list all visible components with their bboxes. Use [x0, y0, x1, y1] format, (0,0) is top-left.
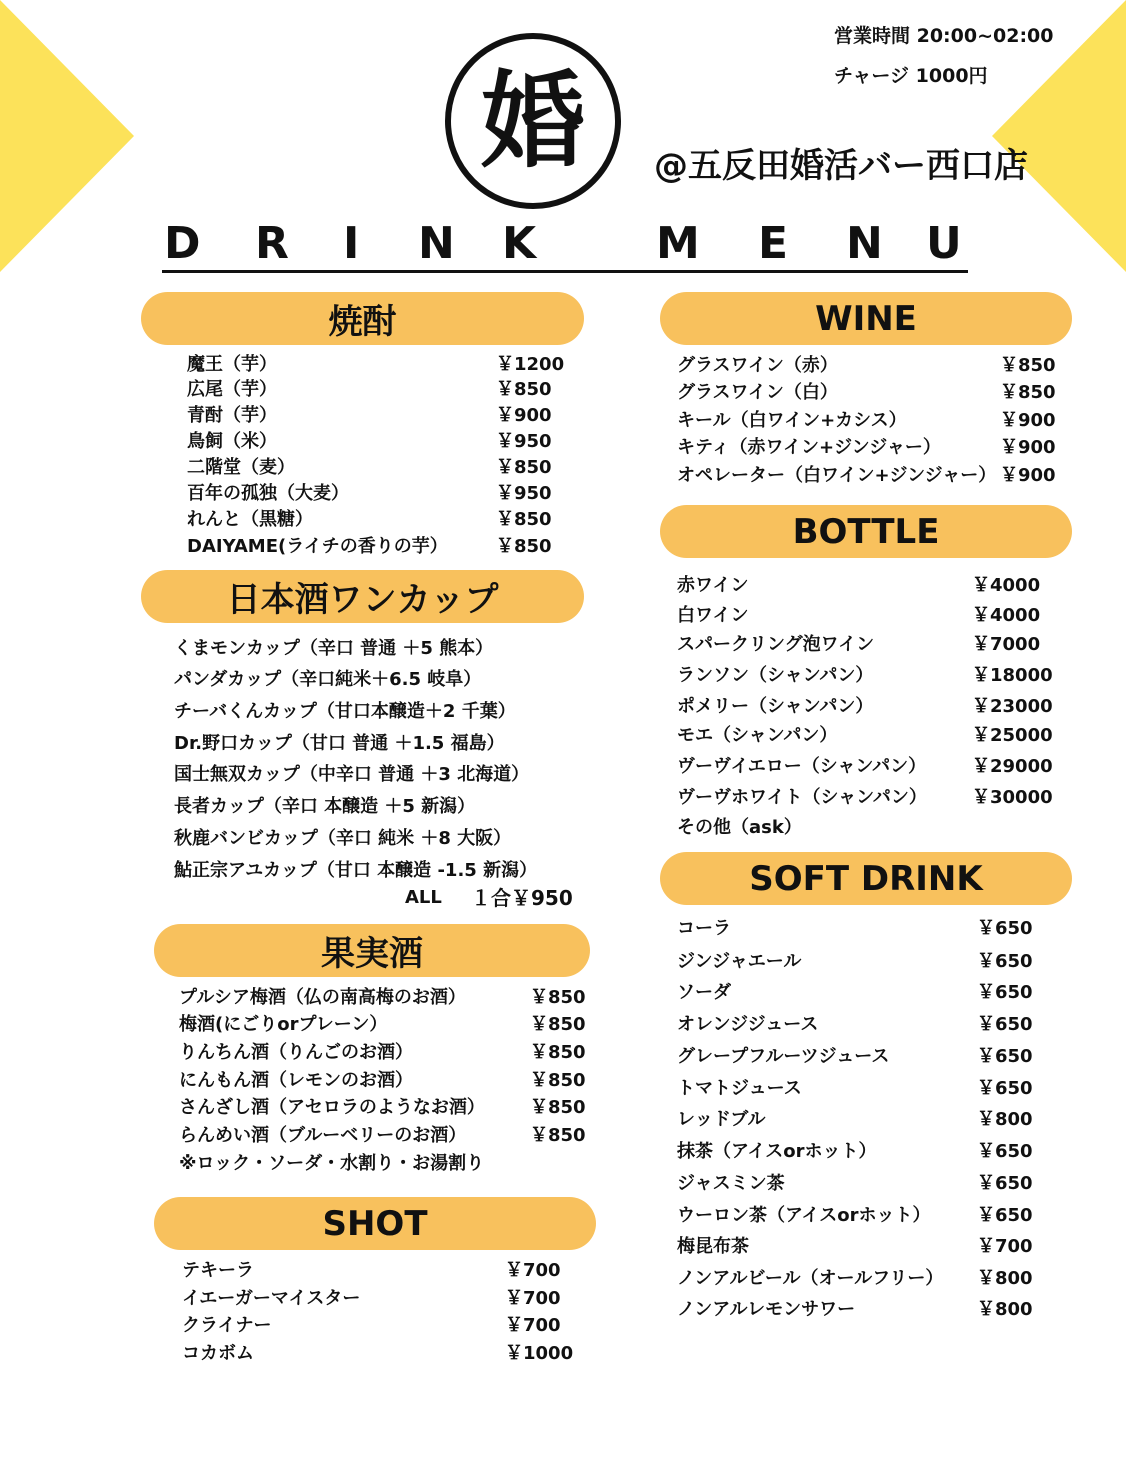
menu-item-price: ￥900	[496, 405, 552, 426]
menu-item-price: ￥650	[977, 1173, 1033, 1194]
menu-item-name: チーバくんカップ（甘口本醸造＋2 千葉）	[174, 701, 516, 722]
left-triangle-shape	[0, 0, 134, 272]
menu-item-name: らんめい酒（ブルーベリーのお酒）	[179, 1125, 467, 1146]
menu-item-name: クライナー	[182, 1315, 272, 1336]
menu-item-price: ￥1200	[496, 354, 565, 375]
menu-item-price: ￥650	[977, 918, 1033, 939]
menu-item-name: ジャスミン茶	[677, 1173, 785, 1194]
section-header-sake: 日本酒ワンカップ	[141, 570, 584, 623]
menu-item-price: ￥30000	[972, 787, 1053, 808]
menu-item-name: れんと（黒糖）	[187, 509, 313, 530]
menu-item-price: ￥650	[977, 1078, 1033, 1099]
logo-char: 婚	[480, 60, 585, 182]
menu-item-name: テキーラ	[182, 1260, 254, 1281]
menu-item-name: 梅昆布茶	[677, 1236, 749, 1257]
title-letter: M	[656, 218, 700, 269]
menu-item-price: ￥850	[1000, 355, 1056, 376]
menu-item-price: ￥650	[977, 1205, 1033, 1226]
menu-item-price: ￥4000	[972, 605, 1041, 626]
menu-item-name: ヴーヴイエロー（シャンパン）	[677, 756, 927, 777]
section-header-wine: WINE	[660, 292, 1072, 345]
menu-item-name: Dr.野口カップ（甘口 普通 ＋1.5 福島）	[174, 733, 505, 754]
menu-item-name: グラスワイン（赤）	[677, 355, 838, 376]
menu-item-name: くまモンカップ（辛口 普通 ＋5 熊本）	[174, 638, 494, 659]
section-header-soft-drink: SOFT DRINK	[660, 852, 1072, 905]
menu-item-price: ￥900	[1000, 437, 1056, 458]
menu-item-price: ￥650	[977, 951, 1033, 972]
menu-item-price: ￥800	[977, 1268, 1033, 1289]
menu-item-name: モエ（シャンパン）	[677, 725, 838, 746]
title-letter: R	[255, 218, 289, 269]
menu-item-name: さんざし酒（アセロラのようなお酒）	[179, 1097, 485, 1118]
menu-item-price: ￥900	[1000, 465, 1056, 486]
menu-item-price: ￥23000	[972, 696, 1053, 717]
menu-item-price: ￥850	[530, 987, 586, 1008]
menu-item-price: ￥850	[530, 1125, 586, 1146]
menu-item-price: ￥700	[977, 1236, 1033, 1257]
menu-item-name: 鳥飼（米）	[187, 431, 277, 452]
menu-item-name: オレンジジュース	[677, 1014, 819, 1035]
logo-circle	[445, 33, 621, 209]
menu-item-name: キール（白ワイン+カシス）	[677, 410, 907, 431]
menu-item-name: 長者カップ（辛口 本醸造 ＋5 新潟）	[174, 796, 476, 817]
menu-item-price: ￥850	[530, 1097, 586, 1118]
menu-item-price: ￥850	[530, 1042, 586, 1063]
title-letter: D	[164, 218, 201, 269]
menu-item-price: ￥850	[496, 379, 552, 400]
menu-item-price: ￥900	[1000, 410, 1056, 431]
business-hours: 営業時間 20:00~02:00	[834, 25, 1054, 47]
menu-item-name: その他（ask）	[677, 817, 802, 838]
menu-item-name: 青酎（芋）	[187, 405, 277, 426]
menu-item-price: ￥1000	[505, 1343, 574, 1364]
menu-item-price: ￥850	[530, 1014, 586, 1035]
menu-item-name: ジンジャエール	[677, 951, 802, 972]
section-header-shot: SHOT	[154, 1197, 596, 1250]
menu-item-name: 赤ワイン	[677, 575, 749, 596]
menu-item-price: ￥650	[977, 1046, 1033, 1067]
menu-item-name: 百年の孤独（大麦）	[187, 483, 349, 504]
menu-item-name: グラスワイン（白）	[677, 382, 838, 403]
menu-item-price: ￥850	[496, 509, 552, 530]
menu-item-name: コーラ	[677, 918, 731, 939]
title-letter: N	[418, 218, 455, 269]
menu-item-price: ￥850	[496, 536, 552, 557]
menu-item-price: ￥4000	[972, 575, 1041, 596]
title-letter: N	[846, 218, 883, 269]
title-letter: E	[758, 218, 789, 269]
menu-item-name: にんもん酒（レモンのお酒）	[179, 1070, 413, 1091]
menu-item-price: ￥650	[977, 1141, 1033, 1162]
menu-item-price: ￥7000	[972, 634, 1041, 655]
menu-item-name: ノンアルビール（オールフリー）	[677, 1268, 944, 1289]
menu-item-price: ￥700	[505, 1260, 561, 1281]
menu-item-name: ノンアルレモンサワー	[677, 1299, 856, 1320]
menu-item-price: ￥850	[496, 457, 552, 478]
section-header-fruit: 果実酒	[154, 924, 590, 977]
store-name: @五反田婚活バー西口店	[654, 146, 1028, 186]
menu-item-price: ￥700	[505, 1288, 561, 1309]
menu-item-name: 国士無双カップ（中辛口 普通 ＋3 北海道）	[174, 764, 530, 785]
menu-item-price: ￥18000	[972, 665, 1053, 686]
menu-item-name: パンダカップ（辛口純米＋6.5 岐阜）	[174, 669, 482, 690]
menu-item-name: ソーダ	[677, 982, 731, 1003]
menu-item-name: イエーガーマイスター	[182, 1288, 361, 1309]
menu-item-name: コカボム	[182, 1343, 254, 1364]
menu-item-price: ￥29000	[972, 756, 1053, 777]
menu-item-price: ￥950	[496, 483, 552, 504]
menu-item-price: ￥950	[496, 431, 552, 452]
menu-item-name: プルシア梅酒（仏の南高梅のお酒）	[179, 987, 466, 1008]
menu-item-name: レッドブル	[677, 1109, 766, 1130]
menu-item-name: トマトジュース	[677, 1078, 802, 1099]
menu-item-name: ポメリー（シャンパン）	[677, 696, 874, 717]
menu-item-name: スパークリング泡ワイン	[677, 634, 875, 655]
left-yellow-triangle	[0, 0, 140, 280]
menu-item-name: 抹茶（アイスorホット）	[677, 1141, 877, 1162]
menu-item-name: オペレーター（白ワイン+ジンジャー）	[677, 465, 997, 486]
section-header-bottle: BOTTLE	[660, 505, 1072, 558]
menu-item-name: グレープフルーツジュース	[677, 1046, 890, 1067]
title-letter: K	[502, 218, 537, 269]
menu-item-name: ランソン（シャンパン）	[677, 665, 874, 686]
menu-item-name: 広尾（芋）	[187, 379, 277, 400]
sake-all-price: １合￥950	[471, 886, 573, 910]
menu-item-name: 魔王（芋）	[187, 354, 277, 375]
menu-item-name: ウーロン茶（アイスorホット）	[677, 1205, 931, 1226]
menu-item-name: 鮎正宗アユカップ（甘口 本醸造 -1.5 新潟）	[174, 860, 538, 881]
charge-fee: チャージ 1000円	[834, 65, 988, 87]
menu-item-name: ヴーヴホワイト（シャンパン）	[677, 787, 927, 808]
menu-item-name: 秋鹿バンビカップ（辛口 純米 ＋8 大阪）	[174, 828, 512, 849]
menu-item-name: りんちん酒（りんごのお酒）	[179, 1042, 413, 1063]
menu-item-name: キティ（赤ワイン+ジンジャー）	[677, 437, 941, 458]
menu-item-price: ￥650	[977, 982, 1033, 1003]
sake-all-label: ALL	[405, 887, 442, 908]
title-letter: U	[926, 218, 962, 269]
drink-menu-title	[162, 218, 968, 273]
menu-item-price: ￥800	[977, 1299, 1033, 1320]
menu-item-name: DAIYAME(ライチの香りの芋）	[187, 536, 448, 557]
menu-item-price: ￥850	[530, 1070, 586, 1091]
menu-item-price: ￥800	[977, 1109, 1033, 1130]
menu-item-price: ￥650	[977, 1014, 1033, 1035]
section-header-shochu: 焼酎	[141, 292, 584, 345]
menu-item-name: 白ワイン	[677, 605, 749, 626]
menu-item-name: 二階堂（麦）	[187, 457, 295, 478]
menu-item-name: 梅酒(にごりorプレーン）	[179, 1014, 388, 1035]
fruit-serving-note: ※ロック・ソーダ・水割り・お湯割り	[179, 1153, 485, 1174]
menu-item-price: ￥25000	[972, 725, 1053, 746]
menu-item-price: ￥700	[505, 1315, 561, 1336]
title-letter: I	[343, 218, 360, 269]
menu-item-price: ￥850	[1000, 382, 1056, 403]
